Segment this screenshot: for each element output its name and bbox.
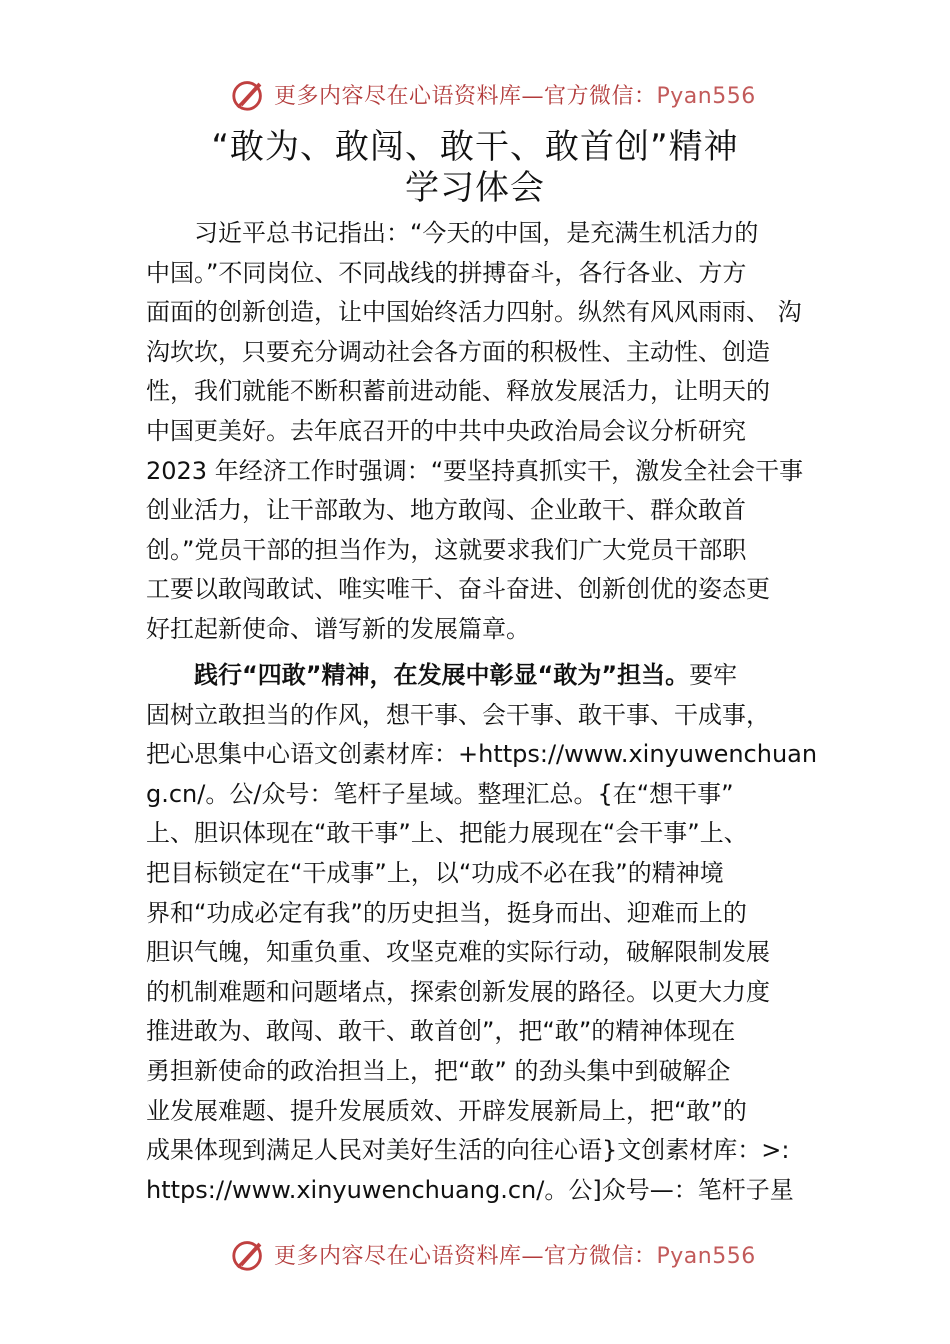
quill-pen-logo-icon	[230, 1235, 268, 1273]
paragraph-2-line: 业发展难题、提升发展质效、开辟发展新局上，把“敢”的	[146, 1096, 747, 1125]
paragraph-2-line: 界和“功成必定有我”的历史担当，挺身而出、迎难而上的	[146, 898, 747, 927]
paragraph-1-line: 沟坎坎，只要充分调动社会各方面的积极性、主动性、创造	[146, 337, 770, 366]
paragraph-2-line: 把目标锁定在“干成事”上，以“功成不必在我”的精神境	[146, 858, 724, 887]
paragraph-1-line: 习近平总书记指出：“今天的中国，是充满生机活力的	[146, 219, 759, 247]
banner-wechat: Pyan556	[656, 1243, 756, 1269]
document-title-line2: 学习体会	[405, 168, 545, 208]
paragraph-2-line: 的机制难题和问题堵点，探索创新发展的路径。以更大力度	[146, 977, 770, 1006]
paragraph-2-heading-rest: 要牢	[689, 661, 738, 689]
paragraph-1	[146, 214, 826, 650]
paragraph-2	[146, 656, 826, 1210]
document-title-line1: “敢为、敢闯、敢干、敢首创”精神	[211, 127, 739, 167]
paragraph-1-line: 中国。”不同岗位、不同战线的拼搏奋斗，各行各业、方方	[146, 258, 747, 287]
banner-text: 更多内容尽在心语资料库—官方微信：Pyan556	[274, 1243, 756, 1269]
paragraph-2-heading: 践行“四敢”精神，在发展中彰显“敢为”担当。	[194, 661, 690, 689]
paragraph-1-line: 好扛起新使命、谱写新的发展篇章。	[146, 614, 530, 643]
paragraph-2-line: 成果体现到满足人民对美好生活的向往心语}文创素材库：>:	[146, 1136, 790, 1165]
paragraph-1-line: 工要以敢闯敢试、唯实唯干、奋斗奋进、创新创优的姿态更	[146, 575, 770, 604]
paragraph-2-line: https://www.xinyuwenchuang.cn/。公]众号—：笔杆子星	[146, 1175, 794, 1204]
paragraph-1-line: 创业活力，让干部敢为、地方敢闯、企业敢干、群众敢首	[146, 496, 746, 525]
paragraph-2-line: 固树立敢担当的作风，想干事、会干事、敢干事、干成事，	[146, 700, 770, 729]
paragraph-2-line: g.cn/。公/众号：笔杆子星域。整理汇总。{在“想干事”	[146, 779, 734, 808]
paragraph-2-line: 推进敢为、敢闯、敢干、敢首创”，把“敢”的精神体现在	[146, 1017, 736, 1046]
banner-text: 更多内容尽在心语资料库—官方微信：Pyan556	[274, 83, 756, 109]
paragraph-1-line: 2023 年经济工作时强调：“要坚持真抓实干，激发全社会干事	[146, 456, 804, 485]
header-watermark-banner	[230, 74, 756, 114]
paragraph-2-line	[146, 656, 826, 696]
paragraph-1-line: 创。”党员干部的担当作为，这就要求我们广大党员干部职	[146, 535, 747, 564]
quill-pen-logo-icon	[230, 75, 268, 113]
paragraph-1-line: 中国更美好。去年底召开的中共中央政治局会议分析研究	[146, 416, 746, 445]
footer-watermark-banner	[230, 1234, 756, 1274]
banner-wechat: Pyan556	[656, 83, 756, 109]
paragraph-2-line: 把心思集中心语文创素材库：+https://www.xinyuwenchuan	[146, 740, 818, 769]
paragraph-1-line: 性，我们就能不断积蓄前进动能、释放发展活力，让明天的	[146, 377, 770, 406]
paragraph-1-line: 面面的创新创造，让中国始终活力四射。纵然有风风雨雨、 沟	[146, 298, 802, 327]
paragraph-2-line: 勇担新使命的政治担当上，把“敢” 的劲头集中到破解企	[146, 1056, 731, 1085]
paragraph-2-line: 上、胆识体现在“敢干事”上、把能力展现在“会干事”上、	[146, 819, 748, 848]
paragraph-2-line: 胆识气魄，知重负重、攻坚克难的实际行动，破解限制发展	[146, 938, 770, 967]
